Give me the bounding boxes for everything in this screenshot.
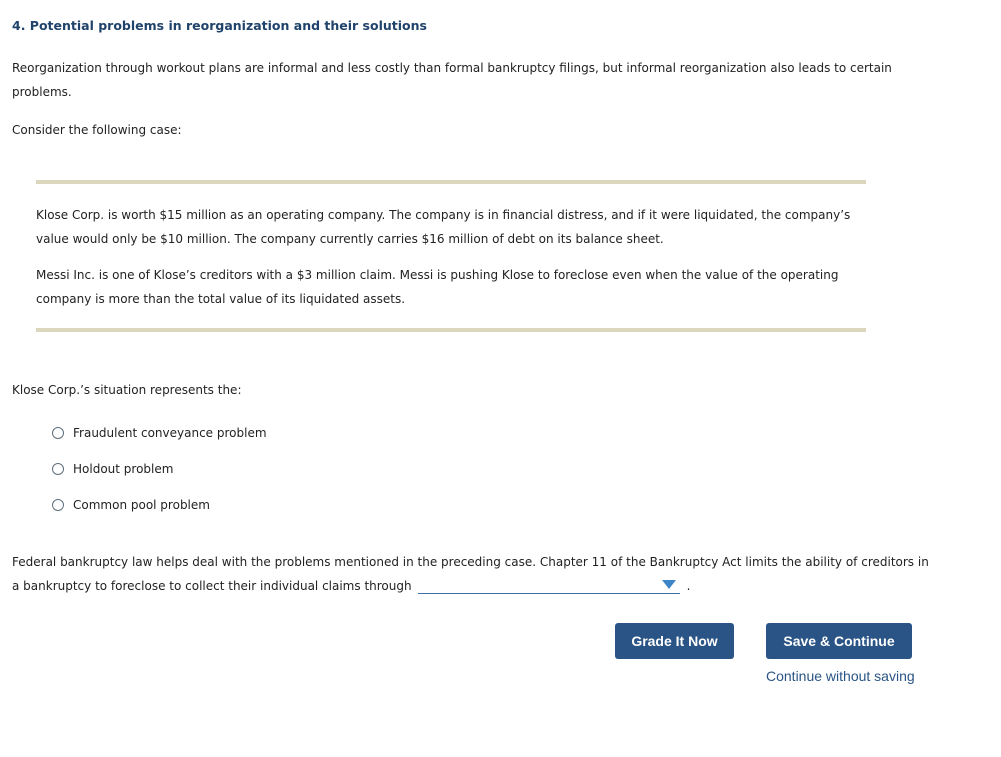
option-label: Fraudulent conveyance problem — [73, 426, 267, 440]
answer-dropdown[interactable] — [418, 577, 680, 594]
question-prompt: Klose Corp.’s situation represents the: — [12, 383, 242, 397]
case-paragraph-1: Klose Corp. is worth $15 million as an operating company. The company is in financial distress, and if it were liquidated, the company’s value would only be $10 million. The company currently carries $16 million of debt on its balance sheet. — [36, 208, 851, 246]
option-common-pool[interactable] — [52, 497, 210, 513]
section-heading: 4. Potential problems in reorganization and their solutions — [12, 18, 427, 33]
case-bottom-divider — [36, 328, 866, 332]
continue-without-saving-link[interactable]: Continue without saving — [766, 668, 915, 684]
federal-law-text: Federal bankruptcy law helps deal with the problems mentioned in the preceding case. Chapter 11 of the Bankruptcy Act limits the ability of creditors in a bankruptcy to foreclose to collect their individual claims through — [12, 555, 929, 593]
federal-law-paragraph — [12, 550, 932, 598]
option-holdout[interactable] — [52, 461, 173, 477]
case-top-divider — [36, 180, 866, 184]
sentence-period: . — [686, 579, 691, 593]
save-and-continue-button[interactable]: Save & Continue — [766, 623, 912, 659]
option-label: Holdout problem — [73, 462, 174, 476]
radio-button[interactable] — [52, 427, 64, 439]
radio-button[interactable] — [52, 499, 64, 511]
option-fraudulent-conveyance[interactable] — [52, 425, 267, 441]
grade-it-now-button[interactable]: Grade It Now — [615, 623, 734, 659]
radio-button[interactable] — [52, 463, 64, 475]
dropdown-caret-icon[interactable] — [662, 580, 676, 589]
intro-text: Reorganization through workout plans are informal and less costly than formal bankruptcy filings, but informal reorganization also leads to certain problems. — [12, 61, 892, 99]
option-label: Common pool problem — [73, 498, 210, 512]
case-paragraph-2: Messi Inc. is one of Klose’s creditors with a $3 million claim. Messi is pushing Klose to foreclose even when the value of the operating company is more than the total value of its liquidated assets. — [36, 268, 839, 306]
consider-label: Consider the following case: — [12, 123, 182, 137]
